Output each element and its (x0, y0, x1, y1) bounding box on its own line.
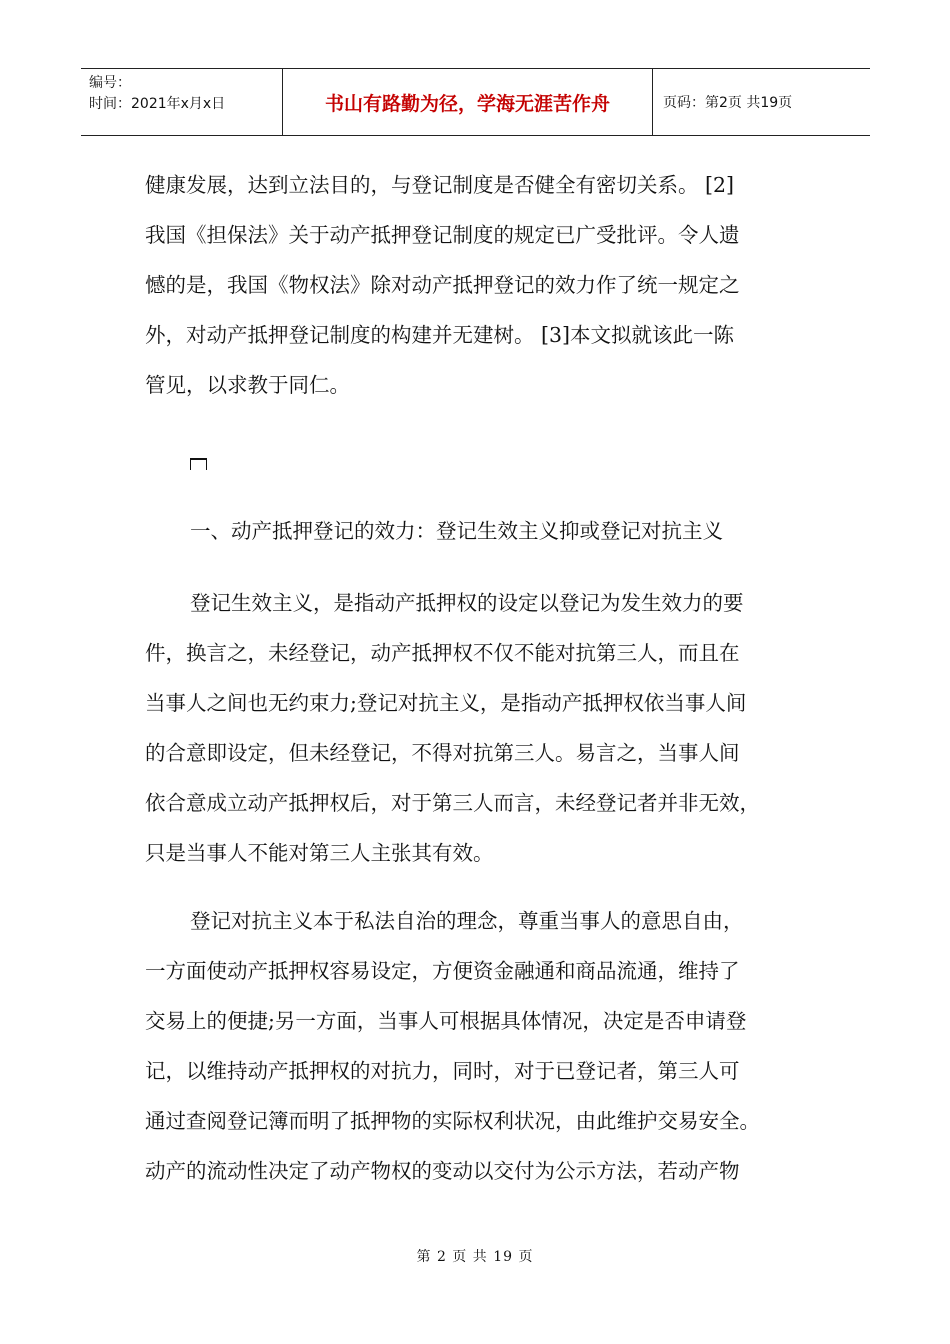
text-line: 记，以维持动产抵押权的对抗力，同时，对于已登记者，第三人可 (145, 1059, 740, 1083)
text-line: 登记生效主义，是指动产抵押权的设定以登记为发生效力的要 (190, 591, 744, 615)
text-line: 憾的是，我国《物权法》除对动产抵押登记的效力作了统一规定之 (145, 273, 740, 297)
text-line: 登记对抗主义本于私法自治的理念，尊重当事人的意思自由， (190, 909, 744, 933)
page-footer: 第 2 页 共 19 页 (416, 1249, 534, 1265)
text-line: 当事人之间也无约束力;登记对抗主义，是指动产抵押权依当事人间 (145, 691, 747, 715)
section-marker-glyph (190, 458, 207, 470)
number-label: 编号： (89, 75, 131, 91)
text-line: 的合意即设定，但未经登记，不得对抗第三人。易言之，当事人间 (145, 741, 740, 765)
text-line: 依合意成立动产抵押权后，对于第三人而言，未经登记者并非无效， (145, 791, 760, 815)
time-label: 时间：2021年x月x日 (89, 96, 226, 112)
text-line: 通过查阅登记簿而明了抵押物的实际权利状况，由此维护交易安全。 (145, 1109, 760, 1133)
text-line: 交易上的便捷;另一方面，当事人可根据具体情况，决定是否申请登 (145, 1009, 747, 1033)
text-line: 管见，以求教于同仁。 (145, 373, 350, 397)
text-line: 外，对动产抵押登记制度的构建并无建树。 [3]本文拟就该此一陈 (145, 323, 735, 347)
text-line: 动产的流动性决定了动产物权的变动以交付为公示方法，若动产物 (145, 1159, 740, 1183)
header-motto: 书山有路勤为径，学海无涯苦作舟 (283, 69, 653, 135)
text-line: 件，换言之，未经登记，动产抵押权不仅不能对抗第三人，而且在 (145, 641, 740, 665)
text-line: 一方面使动产抵押权容易设定，方便资金融通和商品流通，维持了 (145, 959, 740, 983)
text-line: 我国《担保法》关于动产抵押登记制度的规定已广受批评。令人遗 (145, 223, 740, 247)
page-header (81, 68, 870, 136)
text-line: 只是当事人不能对第三人主张其有效。 (145, 841, 494, 865)
text-line: 健康发展，达到立法目的，与登记制度是否健全有密切关系。 [2] (145, 173, 735, 197)
header-meta (81, 69, 283, 135)
header-page-info: 页码：第2页 共19页 (663, 95, 793, 111)
section-heading: 一、动产抵押登记的效力：登记生效主义抑或登记对抗主义 (190, 519, 723, 543)
